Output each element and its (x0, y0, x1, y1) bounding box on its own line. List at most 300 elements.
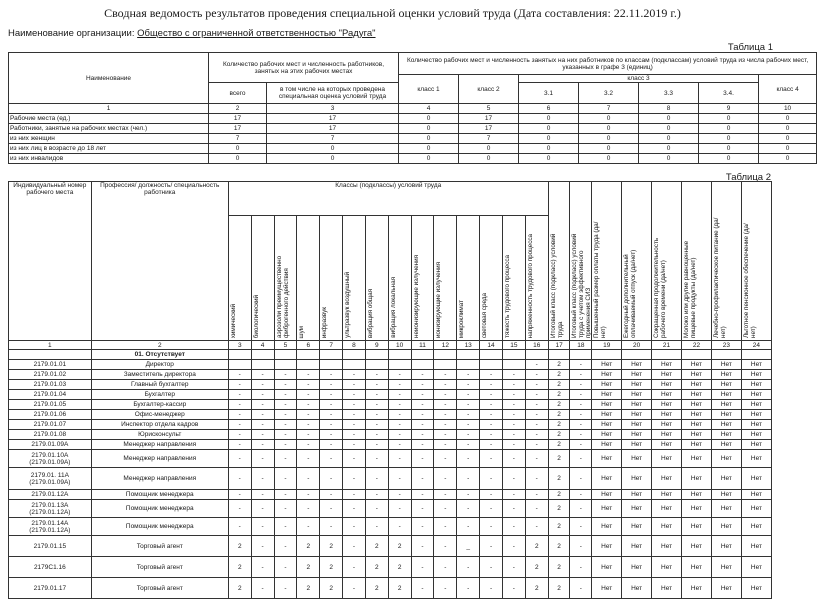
t1-cell: 0 (519, 154, 579, 164)
t2-cell: Нет (711, 390, 741, 400)
t2-cell: Нет (741, 440, 771, 450)
t1-cell: 0 (759, 154, 817, 164)
t2-cell: - (365, 490, 388, 500)
t2-cell: - (434, 578, 457, 599)
t2-cell: - (457, 390, 480, 400)
t2-cell: - (297, 410, 320, 420)
t2-cell: Нет (711, 518, 741, 536)
t2-cell (457, 350, 480, 360)
t2-cell: - (365, 420, 388, 430)
t2-cell: 2 (548, 500, 570, 518)
t2-cell: Нет (711, 380, 741, 390)
t2-cell: - (502, 400, 525, 410)
t2-cell: Нет (741, 400, 771, 410)
t2-cell: 2 (388, 557, 411, 578)
organization-label: Наименование организации: (8, 28, 135, 39)
t1-header-name: Наименование (9, 53, 209, 104)
t2-cell: - (297, 390, 320, 400)
t1-header-33: 3.3 (639, 83, 699, 104)
t2-cell: - (434, 518, 457, 536)
t2-header-summary (711, 182, 741, 341)
t2-cell: 2 (365, 536, 388, 557)
t2-cell: Нет (592, 400, 622, 410)
t2-cell: - (434, 400, 457, 410)
t2-header-factor-text: ионизирующие излучения (435, 261, 443, 338)
t2-row (9, 578, 772, 599)
t2-cell: - (434, 500, 457, 518)
t2-cell: - (365, 370, 388, 380)
t1-row-name: из них лиц в возрасте до 18 лет (9, 144, 209, 154)
t2-cell: Нет (682, 380, 712, 390)
t2-cell: - (570, 360, 592, 370)
t1-cell: 0 (209, 144, 267, 154)
t2-cell: Нет (711, 450, 741, 468)
t2-row (9, 360, 772, 370)
t2-cell: - (457, 468, 480, 490)
t1-cell: 0 (579, 154, 639, 164)
t2-row (9, 536, 772, 557)
t2-cell: Нет (592, 557, 622, 578)
t2-cell: - (457, 490, 480, 500)
t1-cell: 0 (759, 144, 817, 154)
t1-cell: 0 (699, 144, 759, 154)
t2-cell: - (570, 578, 592, 599)
t2-cell: - (411, 490, 434, 500)
t2-cell: - (480, 370, 503, 380)
t2-cell: - (320, 450, 343, 468)
t2-cell: - (525, 490, 548, 500)
t2-colnum: 24 (741, 341, 771, 350)
t2-header-factor-text: неионизирующие излучения (412, 255, 420, 338)
t2-cell: Нет (622, 440, 652, 450)
t2-colnum: 6 (297, 341, 320, 350)
organization-name: Общество с ограниченной ответственностью "Радуга" (137, 28, 376, 39)
t2-cell: - (434, 440, 457, 450)
document-title: Сводная ведомость результатов проведения специальной оценки условий труда (Дата составления: 22.11.2019 г.) (104, 6, 681, 20)
t1-header-31: 3.1 (519, 83, 579, 104)
t2-cell: - (320, 430, 343, 440)
t2-header-factor-text: вибрация общая (366, 289, 374, 338)
t2-cell (548, 350, 570, 360)
t2-colnum: 16 (525, 341, 548, 350)
t1-colnum: 2 (209, 104, 267, 114)
t2-cell: - (388, 370, 411, 380)
t2-row (9, 380, 772, 390)
t1-colnum: 1 (9, 104, 209, 114)
t1-row-name: из них женщин (9, 134, 209, 144)
t2-cell: Нет (682, 430, 712, 440)
t2-cell: Нет (592, 410, 622, 420)
t2-cell: Нет (592, 468, 622, 490)
t2-cell: - (570, 370, 592, 380)
t2-cell: - (228, 420, 251, 430)
t2-cell: 2 (548, 360, 570, 370)
t2-cell: - (343, 468, 366, 490)
t2-cell: Нет (652, 420, 682, 430)
t2-cell: Нет (711, 420, 741, 430)
t2-cell: - (480, 420, 503, 430)
t2-cell: 2 (228, 578, 251, 599)
t2-header-factor (320, 216, 343, 341)
t2-row-profession: Менеджер направления (91, 450, 228, 468)
t2-cell (251, 350, 274, 360)
t2-cell: - (251, 518, 274, 536)
t1-colnum: 5 (459, 104, 519, 114)
t2-cell: - (570, 400, 592, 410)
t2-cell: - (343, 430, 366, 440)
t2-cell: Нет (711, 490, 741, 500)
t2-cell: - (251, 557, 274, 578)
t1-cell: 0 (519, 114, 579, 124)
t2-cell: Нет (622, 450, 652, 468)
t1-cell: 0 (579, 134, 639, 144)
t2-cell: - (570, 536, 592, 557)
t2-header-factor-text: инфразвук (321, 306, 329, 338)
t2-cell: Нет (622, 410, 652, 420)
t2-cell: - (297, 518, 320, 536)
t2-cell: Нет (741, 578, 771, 599)
t2-cell: Нет (652, 450, 682, 468)
t2-cell: 2 (548, 440, 570, 450)
t2-cell: Нет (711, 430, 741, 440)
t2-cell: - (525, 370, 548, 380)
t1-cell: 0 (519, 144, 579, 154)
t2-header-summary-text: Итоговый класс (подкласс) условий труда (549, 233, 564, 338)
t2-cell: - (480, 578, 503, 599)
t2-cell: - (434, 490, 457, 500)
t2-cell: 2 (548, 557, 570, 578)
t2-cell: Нет (622, 360, 652, 370)
t2-cell: Нет (682, 400, 712, 410)
t2-colnum: 21 (652, 341, 682, 350)
t2-cell: Нет (652, 468, 682, 490)
t2-cell: Нет (741, 500, 771, 518)
t2-cell (592, 350, 622, 360)
t2-cell: Нет (592, 370, 622, 380)
t1-cell: 0 (579, 144, 639, 154)
t2-cell (682, 350, 712, 360)
t1-row-name: Работники, занятые на рабочих местах (чел.) (9, 124, 209, 134)
t2-cell: - (570, 557, 592, 578)
t2-row-id (9, 350, 92, 360)
t2-cell: - (434, 450, 457, 468)
t2-cell: - (525, 400, 548, 410)
t2-header-summary (622, 182, 652, 341)
t2-row-profession: Офис-менеджер (91, 410, 228, 420)
t2-cell: - (228, 390, 251, 400)
t2-colnum: 2 (91, 341, 228, 350)
t2-cell: - (251, 380, 274, 390)
t2-cell: Нет (682, 390, 712, 400)
t1-cell: 0 (267, 154, 399, 164)
t2-cell: - (320, 370, 343, 380)
t2-cell: - (502, 390, 525, 400)
t1-cell: 0 (639, 134, 699, 144)
t2-header-factor (365, 216, 388, 341)
table2-label: Таблица 2 (725, 172, 771, 183)
t2-cell: Нет (711, 400, 741, 410)
t2-cell: Нет (652, 440, 682, 450)
t2-cell: - (480, 490, 503, 500)
t2-row (9, 490, 772, 500)
t1-cell: 17 (459, 124, 519, 134)
t2-cell: Нет (592, 360, 622, 370)
t2-cell: - (228, 518, 251, 536)
t2-cell: - (570, 420, 592, 430)
t2-row-profession: Инспектор отдела кадров (91, 420, 228, 430)
t2-cell: Нет (741, 420, 771, 430)
t2-cell: - (411, 468, 434, 490)
t2-cell: - (388, 450, 411, 468)
t1-colnum: 10 (759, 104, 817, 114)
t2-header-factor (274, 216, 297, 341)
t2-row-id: 2179.01. 11А (2179.01.09А) (9, 468, 92, 490)
t2-cell: - (343, 500, 366, 518)
t2-cell: 2 (365, 578, 388, 599)
t2-row-profession: Директор (91, 360, 228, 370)
t2-cell: Нет (711, 360, 741, 370)
t2-cell: - (525, 450, 548, 468)
t2-cell: Нет (622, 370, 652, 380)
t2-cell: 2 (548, 380, 570, 390)
t2-colnum: 9 (365, 341, 388, 350)
t2-cell: Нет (652, 370, 682, 380)
t2-cell: - (274, 390, 297, 400)
t2-cell: 2 (548, 468, 570, 490)
t2-row-id: 2179.01.02 (9, 370, 92, 380)
t2-colnum: 13 (457, 341, 480, 350)
t2-cell: Нет (682, 500, 712, 518)
t2-cell: - (297, 370, 320, 380)
t2-cell: - (457, 400, 480, 410)
t2-header-summary-text: Повышенный размер оплаты труда (да/нет) (593, 221, 608, 338)
t2-cell: - (525, 360, 548, 370)
t1-row-name: из них инвалидов (9, 154, 209, 164)
t2-cell: - (457, 518, 480, 536)
t2-cell: Нет (592, 578, 622, 599)
t2-cell: - (320, 468, 343, 490)
t2-cell: Нет (622, 430, 652, 440)
t2-cell: - (525, 468, 548, 490)
t2-cell: - (502, 370, 525, 380)
t2-cell: - (570, 490, 592, 500)
t2-cell: - (274, 430, 297, 440)
t2-cell: - (365, 430, 388, 440)
t2-cell: 2 (320, 578, 343, 599)
t2-row-profession: Торговый агент (91, 557, 228, 578)
t2-cell: Нет (652, 490, 682, 500)
t1-cell: 0 (399, 144, 459, 154)
t2-cell: - (480, 400, 503, 410)
t2-row-profession: Менеджер направления (91, 468, 228, 490)
t2-header-summary-text: Лечебно-профилактическое питание (да/нет) (712, 217, 727, 338)
t2-cell: Нет (711, 557, 741, 578)
t2-cell: - (388, 430, 411, 440)
t2-cell: - (251, 370, 274, 380)
summary-table-2 (8, 181, 772, 599)
t1-header-total: всего (209, 83, 267, 104)
t2-cell: - (411, 400, 434, 410)
t2-cell: 2 (548, 578, 570, 599)
t2-cell: - (411, 370, 434, 380)
t2-cell: - (502, 578, 525, 599)
t2-cell: - (320, 380, 343, 390)
t2-cell (297, 350, 320, 360)
t2-cell: Нет (741, 380, 771, 390)
t2-cell: - (274, 420, 297, 430)
t2-cell: - (480, 518, 503, 536)
t2-header-factor-text: химический (229, 303, 237, 338)
t2-cell: - (251, 578, 274, 599)
t2-cell: - (570, 390, 592, 400)
t2-cell: Нет (711, 440, 741, 450)
t2-cell: Нет (622, 536, 652, 557)
t2-colnum: 1 (9, 341, 92, 350)
t2-cell: - (570, 468, 592, 490)
t2-cell: - (297, 500, 320, 518)
t2-cell: - (343, 557, 366, 578)
t2-cell: - (297, 490, 320, 500)
t2-header-factor-text: ультразвук воздушный (344, 272, 352, 338)
t1-cell: 0 (699, 134, 759, 144)
t2-cell: Нет (622, 400, 652, 410)
t2-cell: - (274, 370, 297, 380)
t1-cell: 0 (759, 114, 817, 124)
t2-cell: 2 (525, 536, 548, 557)
t2-cell: - (457, 370, 480, 380)
t1-row (9, 124, 817, 134)
t2-cell: 2 (297, 578, 320, 599)
t2-cell: - (502, 490, 525, 500)
t2-row-profession: Торговый агент (91, 578, 228, 599)
t2-cell: - (228, 400, 251, 410)
t1-cell: 0 (639, 114, 699, 124)
t2-cell: - (274, 468, 297, 490)
t2-cell: 2 (388, 536, 411, 557)
t2-cell: - (251, 390, 274, 400)
t2-cell: - (274, 400, 297, 410)
t2-row-profession: Менеджер направления (91, 440, 228, 450)
t2-header-factor (434, 216, 457, 341)
t2-header-factor (525, 216, 548, 341)
t2-cell: - (274, 380, 297, 390)
t2-cell: Нет (741, 410, 771, 420)
t2-cell: - (525, 390, 548, 400)
t2-cell: - (411, 557, 434, 578)
t2-cell: Нет (711, 370, 741, 380)
t2-cell: Нет (682, 536, 712, 557)
t2-cell: 2 (228, 536, 251, 557)
t2-cell: - (343, 450, 366, 468)
t2-cell: - (320, 400, 343, 410)
t1-cell: 0 (699, 154, 759, 164)
t2-cell: - (480, 380, 503, 390)
t2-cell: - (388, 518, 411, 536)
t2-cell (320, 360, 343, 370)
t2-cell: - (502, 440, 525, 450)
t2-row-profession: Помощник менеджера (91, 490, 228, 500)
t2-cell: Нет (592, 490, 622, 500)
t2-cell: - (570, 380, 592, 390)
t2-cell (297, 360, 320, 370)
t1-header-34: 3.4. (699, 83, 759, 104)
t2-cell: - (274, 490, 297, 500)
t2-cell (388, 350, 411, 360)
t2-cell: - (434, 410, 457, 420)
t2-row-id: 2179.01.08 (9, 430, 92, 440)
t2-cell: Нет (652, 500, 682, 518)
t2-cell (480, 350, 503, 360)
t2-cell: - (343, 440, 366, 450)
t2-row (9, 468, 772, 490)
t2-cell (365, 360, 388, 370)
t2-cell: 2 (320, 536, 343, 557)
t2-cell (343, 350, 366, 360)
t1-row (9, 114, 817, 124)
t2-cell: - (411, 420, 434, 430)
t2-cell: - (525, 410, 548, 420)
t2-cell: - (251, 450, 274, 468)
t1-colnum-row (9, 104, 817, 114)
t1-cell: 0 (579, 124, 639, 134)
t1-colnum: 3 (267, 104, 399, 114)
t2-cell: Нет (652, 410, 682, 420)
t1-header-sout: в том числе на которых проведена специальная оценка условий труда (267, 83, 399, 104)
t2-header-summary-text: Молоко или другие равноценные пищевые продукты (да/нет) (683, 240, 697, 338)
t2-cell: - (434, 468, 457, 490)
t2-cell: - (365, 450, 388, 468)
t2-cell: 2 (548, 390, 570, 400)
t2-cell: - (251, 440, 274, 450)
t1-cell: 0 (639, 124, 699, 134)
t2-cell: Нет (592, 536, 622, 557)
t2-row-id: 2179.01.01 (9, 360, 92, 370)
t1-cell: 0 (399, 134, 459, 144)
t2-cell: - (457, 380, 480, 390)
t2-cell (365, 350, 388, 360)
t2-cell: 2 (320, 557, 343, 578)
t2-cell: - (525, 500, 548, 518)
t2-row-profession: Бухгалтер-кассир (91, 400, 228, 410)
t2-cell: 2 (548, 420, 570, 430)
t2-header-factor-text: микроклимат (458, 299, 466, 338)
t2-cell: - (502, 430, 525, 440)
t2-cell: - (411, 450, 434, 468)
t2-cell: - (502, 380, 525, 390)
t2-colnum: 17 (548, 341, 570, 350)
t2-cell: - (388, 390, 411, 400)
t2-cell: Нет (652, 518, 682, 536)
t2-cell: - (365, 410, 388, 420)
t2-cell: - (457, 410, 480, 420)
t1-header-class1: класс 1 (399, 75, 459, 104)
t2-cell: - (434, 420, 457, 430)
t2-cell (741, 350, 771, 360)
t2-cell: - (365, 518, 388, 536)
t2-cell: Нет (592, 500, 622, 518)
t2-row-id: 2179.01.15 (9, 536, 92, 557)
t2-cell: - (297, 400, 320, 410)
t2-cell: - (365, 468, 388, 490)
t2-cell: - (570, 410, 592, 420)
t2-cell: Нет (741, 370, 771, 380)
t2-cell: - (228, 468, 251, 490)
t2-cell: - (343, 490, 366, 500)
t2-cell: - (388, 500, 411, 518)
t2-cell: - (480, 450, 503, 468)
t2-cell (388, 360, 411, 370)
t2-cell: - (320, 420, 343, 430)
